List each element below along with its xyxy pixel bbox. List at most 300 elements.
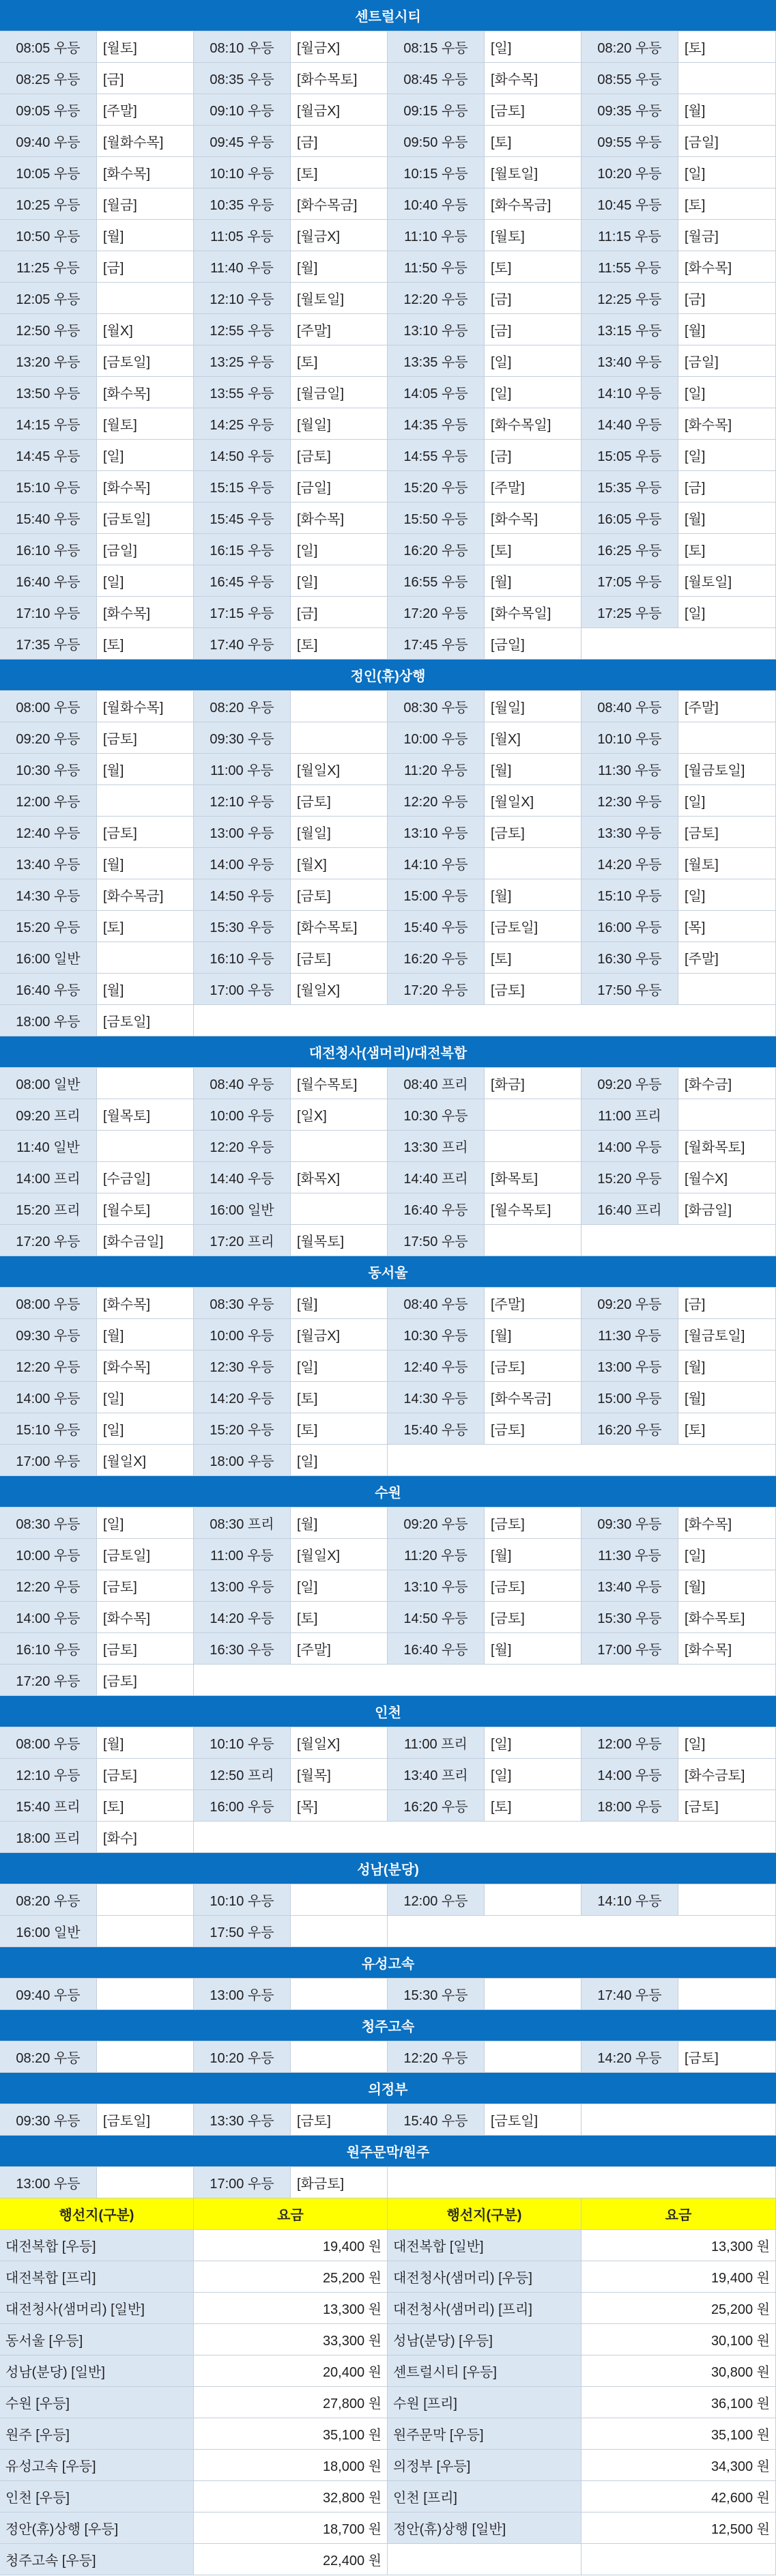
fare-row	[0, 2293, 776, 2324]
fare-amount: 13,300 원	[581, 2230, 776, 2261]
operating-days: [금토]	[291, 440, 388, 471]
schedule-row	[0, 251, 776, 283]
departure-time: 11:30 우등	[581, 1319, 678, 1350]
schedule-row	[0, 848, 776, 879]
departure-time: 10:00 우등	[0, 1539, 97, 1570]
departure-time: 13:40 프리	[388, 1759, 485, 1790]
operating-days	[485, 1131, 581, 1162]
departure-time: 13:40 우등	[0, 848, 97, 879]
fare-amount: 30,100 원	[581, 2324, 776, 2355]
operating-days: [금토]	[485, 94, 581, 126]
schedule-row	[0, 31, 776, 63]
departure-time: 12:20 우등	[0, 1350, 97, 1382]
operating-days: [주말]	[678, 691, 776, 722]
departure-time: 17:20 프리	[194, 1225, 291, 1256]
operating-days: [화수목]	[97, 1602, 194, 1633]
departure-time: 17:15 우등	[194, 597, 291, 628]
operating-days: [주말]	[485, 1288, 581, 1319]
operating-days: [월토일]	[678, 565, 776, 597]
fare-amount: 32,800 원	[194, 2481, 388, 2513]
departure-time: 08:15 우등	[388, 31, 485, 63]
operating-days: [월토]	[97, 408, 194, 440]
departure-time: 16:40 우등	[388, 1193, 485, 1225]
departure-time: 12:10 우등	[194, 785, 291, 817]
departure-time: 14:00 우등	[0, 1382, 97, 1413]
operating-days: [월]	[485, 879, 581, 911]
destination-column-header: 행선지(구분)	[0, 2198, 194, 2230]
operating-days	[678, 1979, 776, 2010]
destination-label: 정안(휴)상행 [일반]	[388, 2513, 581, 2544]
fare-amount: 19,400 원	[194, 2230, 388, 2261]
schedule-row	[0, 817, 776, 848]
operating-days: [월금]	[678, 220, 776, 251]
operating-days: [월수목토]	[485, 1193, 581, 1225]
departure-time: 15:35 우등	[581, 471, 678, 503]
schedule-row	[0, 1602, 776, 1633]
departure-time: 14:15 우등	[0, 408, 97, 440]
destination-column-header: 행선지(구분)	[388, 2198, 581, 2230]
destination-label: 수원 [우등]	[0, 2387, 194, 2418]
destination-label: 원주 [우등]	[0, 2418, 194, 2450]
departure-time: 16:00 우등	[581, 911, 678, 942]
operating-days: [월화목토]	[678, 1131, 776, 1162]
operating-days: [화수목]	[97, 1350, 194, 1382]
schedule-row	[0, 283, 776, 314]
operating-days: [월일X]	[97, 1445, 194, 1476]
schedule-row	[0, 1979, 776, 2010]
departure-time: 09:05 우등	[0, 94, 97, 126]
departure-time: 11:20 우등	[388, 1539, 485, 1570]
departure-time: 14:10 우등	[388, 848, 485, 879]
departure-time: 10:10 우등	[194, 157, 291, 188]
operating-days: [금토]	[291, 879, 388, 911]
departure-time: 16:40 우등	[388, 1633, 485, 1665]
operating-days: [금토]	[485, 1350, 581, 1382]
departure-time: 14:30 우등	[388, 1382, 485, 1413]
schedule-row	[0, 1822, 776, 1853]
departure-time: 14:10 우등	[581, 1884, 678, 1916]
departure-time: 10:40 우등	[388, 188, 485, 220]
departure-time: 14:10 우등	[581, 377, 678, 408]
section-header: 수원	[0, 1476, 776, 1508]
operating-days	[678, 1099, 776, 1131]
departure-time: 13:10 우등	[388, 314, 485, 345]
operating-days: [월X]	[291, 848, 388, 879]
operating-days: [월X]	[485, 722, 581, 754]
departure-time: 08:30 우등	[388, 691, 485, 722]
departure-time: 08:05 우등	[0, 31, 97, 63]
schedule-row	[0, 942, 776, 974]
departure-time: 09:55 우등	[581, 126, 678, 157]
operating-days: [금토]	[291, 2104, 388, 2136]
fare-amount: 33,300 원	[194, 2324, 388, 2355]
section-header: 동서울	[0, 1256, 776, 1288]
operating-days: [금토]	[485, 1413, 581, 1445]
departure-time: 08:00 일반	[0, 1068, 97, 1099]
operating-days: [월수X]	[678, 1162, 776, 1193]
operating-days: [토]	[291, 1602, 388, 1633]
departure-time: 08:20 우등	[194, 691, 291, 722]
departure-time: 16:55 우등	[388, 565, 485, 597]
operating-days: [일]	[97, 1508, 194, 1539]
operating-days: [화목토]	[485, 1162, 581, 1193]
departure-time: 10:15 우등	[388, 157, 485, 188]
departure-time: 16:20 우등	[388, 942, 485, 974]
fare-column-header: 요금	[194, 2198, 388, 2230]
departure-time: 11:05 우등	[194, 220, 291, 251]
operating-days: [일]	[291, 1570, 388, 1602]
departure-time: 09:30 우등	[0, 2104, 97, 2136]
operating-days: [금]	[485, 440, 581, 471]
fare-amount: 20,400 원	[194, 2355, 388, 2387]
operating-days: [금일]	[485, 628, 581, 660]
operating-days: [금토일]	[485, 2104, 581, 2136]
schedule-row	[0, 1759, 776, 1790]
departure-time: 11:40 일반	[0, 1131, 97, 1162]
operating-days: [월]	[97, 1319, 194, 1350]
operating-days	[678, 722, 776, 754]
fare-amount: 27,800 원	[194, 2387, 388, 2418]
operating-days: [금토]	[291, 942, 388, 974]
departure-time: 15:10 우등	[0, 1413, 97, 1445]
operating-days: [금]	[97, 63, 194, 94]
operating-days: [화수목금]	[485, 188, 581, 220]
schedule-row	[0, 220, 776, 251]
empty-cell	[194, 1822, 776, 1853]
departure-time: 12:30 우등	[194, 1350, 291, 1382]
departure-time: 11:50 우등	[388, 251, 485, 283]
operating-days: [일]	[678, 597, 776, 628]
operating-days: [월]	[97, 754, 194, 785]
schedule-row	[0, 1319, 776, 1350]
operating-days: [월]	[678, 1350, 776, 1382]
departure-time: 10:25 우등	[0, 188, 97, 220]
departure-time: 18:00 프리	[0, 1822, 97, 1853]
destination-label: 성남(분당) [우등]	[388, 2324, 581, 2355]
section-header: 원주문막/원주	[0, 2136, 776, 2167]
operating-days: [화금일]	[678, 1193, 776, 1225]
departure-time: 17:50 우등	[581, 974, 678, 1005]
departure-time: 13:10 우등	[388, 817, 485, 848]
departure-time: 16:10 우등	[0, 534, 97, 565]
fare-amount	[581, 2544, 776, 2575]
departure-time: 08:40 우등	[581, 691, 678, 722]
departure-time: 15:30 우등	[194, 911, 291, 942]
operating-days: [토]	[97, 628, 194, 660]
empty-cell	[388, 1916, 776, 1947]
departure-time: 15:20 우등	[388, 471, 485, 503]
fare-amount: 35,100 원	[581, 2418, 776, 2450]
schedule-row	[0, 1162, 776, 1193]
departure-time: 16:40 우등	[0, 974, 97, 1005]
section-header: 대전청사(샘머리)/대전복합	[0, 1036, 776, 1068]
departure-time: 12:20 우등	[388, 283, 485, 314]
departure-time: 11:30 우등	[581, 1539, 678, 1570]
operating-days	[97, 1884, 194, 1916]
operating-days: [일]	[97, 440, 194, 471]
operating-days: [일]	[291, 1445, 388, 1476]
operating-days: [금]	[678, 283, 776, 314]
operating-days: [금]	[97, 251, 194, 283]
operating-days: [화수목토]	[291, 911, 388, 942]
operating-days: [금토일]	[97, 1005, 194, 1036]
operating-days: [월토일]	[485, 157, 581, 188]
operating-days: [화수목금]	[97, 879, 194, 911]
departure-time: 16:45 우등	[194, 565, 291, 597]
destination-label	[388, 2544, 581, 2575]
section-header: 센트럴시티	[0, 0, 776, 31]
operating-days: [월]	[291, 1288, 388, 1319]
fare-amount: 18,700 원	[194, 2513, 388, 2544]
departure-time: 12:25 우등	[581, 283, 678, 314]
operating-days: [화수목]	[678, 408, 776, 440]
departure-time: 12:50 우등	[0, 314, 97, 345]
operating-days: [화수목]	[485, 503, 581, 534]
departure-time: 13:50 우등	[0, 377, 97, 408]
operating-days: [월일]	[485, 691, 581, 722]
departure-time: 09:40 우등	[0, 126, 97, 157]
departure-time: 11:00 프리	[388, 1727, 485, 1759]
departure-time: 16:20 우등	[388, 534, 485, 565]
operating-days: [토]	[485, 1790, 581, 1822]
departure-time: 14:45 우등	[0, 440, 97, 471]
operating-days: [토]	[678, 534, 776, 565]
operating-days: [금일]	[291, 471, 388, 503]
operating-days: [월금X]	[291, 220, 388, 251]
departure-time: 11:30 우등	[581, 754, 678, 785]
departure-time: 09:15 우등	[388, 94, 485, 126]
departure-time: 14:20 우등	[581, 2041, 678, 2073]
departure-time: 11:40 우등	[194, 251, 291, 283]
operating-days: [월토]	[97, 31, 194, 63]
operating-days: [금토]	[678, 817, 776, 848]
schedule-row	[0, 1225, 776, 1256]
fare-row	[0, 2544, 776, 2575]
operating-days: [일]	[678, 879, 776, 911]
operating-days: [월목토]	[291, 1225, 388, 1256]
departure-time: 10:20 우등	[194, 2041, 291, 2073]
empty-cell	[388, 1445, 776, 1476]
fare-amount: 35,100 원	[194, 2418, 388, 2450]
operating-days	[291, 1916, 388, 1947]
departure-time: 11:55 우등	[581, 251, 678, 283]
operating-days: [금토]	[485, 1602, 581, 1633]
departure-time: 17:00 우등	[194, 2167, 291, 2198]
operating-days: [주말]	[291, 314, 388, 345]
schedule-row	[0, 345, 776, 377]
operating-days	[97, 2041, 194, 2073]
departure-time: 08:10 우등	[194, 31, 291, 63]
departure-time: 14:30 우등	[0, 879, 97, 911]
operating-days: [금토]	[485, 1570, 581, 1602]
operating-days: [토]	[485, 251, 581, 283]
departure-time: 08:30 우등	[0, 1508, 97, 1539]
departure-time: 17:00 우등	[194, 974, 291, 1005]
schedule-row	[0, 1005, 776, 1036]
operating-days: [일]	[485, 1727, 581, 1759]
operating-days: [토]	[291, 345, 388, 377]
departure-time: 10:10 우등	[194, 1727, 291, 1759]
operating-days: [화수금]	[678, 1068, 776, 1099]
departure-time: 17:40 우등	[581, 1979, 678, 2010]
departure-time: 12:20 우등	[194, 1131, 291, 1162]
operating-days: [일]	[485, 377, 581, 408]
operating-days	[97, 1131, 194, 1162]
schedule-row	[0, 2167, 776, 2198]
departure-time: 12:00 우등	[388, 1884, 485, 1916]
operating-days: [화수목토]	[678, 1602, 776, 1633]
operating-days: [화수목]	[97, 1288, 194, 1319]
schedule-row	[0, 188, 776, 220]
destination-label: 청주고속 [우등]	[0, 2544, 194, 2575]
departure-time: 08:55 우등	[581, 63, 678, 94]
section-header: 성남(분당)	[0, 1853, 776, 1884]
operating-days: [월일X]	[291, 1727, 388, 1759]
operating-days: [화수목]	[97, 377, 194, 408]
fare-row	[0, 2450, 776, 2481]
operating-days: [월]	[485, 1539, 581, 1570]
schedule-row	[0, 1099, 776, 1131]
departure-time: 10:50 우등	[0, 220, 97, 251]
departure-time: 08:30 프리	[194, 1508, 291, 1539]
operating-days: [금토]	[485, 1508, 581, 1539]
departure-time: 15:40 우등	[388, 1413, 485, 1445]
operating-days: [일]	[485, 1759, 581, 1790]
operating-days: [월]	[485, 1633, 581, 1665]
operating-days: [일]	[97, 1413, 194, 1445]
schedule-row	[0, 471, 776, 503]
operating-days: [월수목토]	[291, 1068, 388, 1099]
empty-cell	[194, 1005, 776, 1036]
operating-days: [일]	[678, 1727, 776, 1759]
operating-days: [토]	[291, 1382, 388, 1413]
departure-time: 10:35 우등	[194, 188, 291, 220]
operating-days: [월금토일]	[678, 1319, 776, 1350]
section-header: 인천	[0, 1696, 776, 1727]
operating-days: [금일]	[97, 534, 194, 565]
operating-days: [금토일]	[485, 911, 581, 942]
operating-days: [금]	[291, 126, 388, 157]
departure-time: 13:30 우등	[581, 817, 678, 848]
operating-days: [일]	[485, 31, 581, 63]
fare-row	[0, 2418, 776, 2450]
fare-row	[0, 2387, 776, 2418]
departure-time: 14:00 우등	[581, 1759, 678, 1790]
operating-days: [화수목]	[678, 251, 776, 283]
destination-label: 동서울 [우등]	[0, 2324, 194, 2355]
operating-days: [월]	[291, 251, 388, 283]
operating-days: [화수목토]	[291, 63, 388, 94]
schedule-row	[0, 785, 776, 817]
empty-cell	[581, 2104, 776, 2136]
operating-days: [월토]	[678, 848, 776, 879]
operating-days	[291, 691, 388, 722]
operating-days: [월수토]	[97, 1193, 194, 1225]
departure-time: 13:00 우등	[194, 1979, 291, 2010]
departure-time: 12:10 우등	[194, 283, 291, 314]
schedule-row	[0, 1727, 776, 1759]
departure-time: 15:40 우등	[388, 911, 485, 942]
fare-amount: 18,000 원	[194, 2450, 388, 2481]
schedule-row	[0, 691, 776, 722]
section-header: 유성고속	[0, 1947, 776, 1979]
departure-time: 09:30 우등	[194, 722, 291, 754]
departure-time: 08:40 프리	[388, 1068, 485, 1099]
departure-time: 15:40 프리	[0, 1790, 97, 1822]
schedule-row	[0, 440, 776, 471]
departure-time: 09:30 우등	[581, 1508, 678, 1539]
departure-time: 10:00 우등	[194, 1319, 291, 1350]
departure-time: 08:00 우등	[0, 1727, 97, 1759]
operating-days: [월금X]	[291, 94, 388, 126]
operating-days: [금토]	[485, 817, 581, 848]
operating-days: [화수목일]	[485, 597, 581, 628]
operating-days	[97, 1068, 194, 1099]
schedule-row	[0, 1413, 776, 1445]
departure-time: 17:20 우등	[0, 1225, 97, 1256]
operating-days: [화수목금]	[291, 188, 388, 220]
departure-time: 12:20 우등	[0, 1570, 97, 1602]
departure-time: 11:00 우등	[194, 754, 291, 785]
schedule-row	[0, 534, 776, 565]
fare-column-header: 요금	[581, 2198, 776, 2230]
departure-time: 13:55 우등	[194, 377, 291, 408]
departure-time: 08:40 우등	[388, 1288, 485, 1319]
operating-days	[485, 1884, 581, 1916]
departure-time: 12:55 우등	[194, 314, 291, 345]
departure-time: 17:20 우등	[388, 597, 485, 628]
departure-time: 13:30 우등	[194, 2104, 291, 2136]
operating-days	[97, 1979, 194, 2010]
operating-days	[97, 942, 194, 974]
departure-time: 14:50 우등	[194, 879, 291, 911]
operating-days	[291, 1131, 388, 1162]
fare-row	[0, 2513, 776, 2544]
departure-time: 15:30 우등	[581, 1602, 678, 1633]
operating-days: [화금]	[485, 1068, 581, 1099]
schedule-row	[0, 1539, 776, 1570]
operating-days: [주말]	[291, 1633, 388, 1665]
departure-time: 14:50 우등	[388, 1602, 485, 1633]
destination-label: 대전청사(샘머리) [프리]	[388, 2293, 581, 2324]
operating-days	[678, 63, 776, 94]
departure-time: 09:20 우등	[581, 1288, 678, 1319]
departure-time: 09:30 우등	[0, 1319, 97, 1350]
operating-days: [금일]	[678, 345, 776, 377]
schedule-row	[0, 94, 776, 126]
operating-days: [일]	[291, 1350, 388, 1382]
section-header: 청주고속	[0, 2010, 776, 2041]
operating-days: [금토]	[291, 785, 388, 817]
departure-time: 09:20 우등	[0, 722, 97, 754]
departure-time: 13:40 우등	[581, 345, 678, 377]
fare-amount: 42,600 원	[581, 2481, 776, 2513]
operating-days: [금토]	[97, 1759, 194, 1790]
operating-days: [월]	[678, 1570, 776, 1602]
departure-time: 15:40 우등	[388, 2104, 485, 2136]
departure-time: 18:00 우등	[194, 1445, 291, 1476]
operating-days: [화수목]	[97, 157, 194, 188]
departure-time: 15:30 우등	[388, 1979, 485, 2010]
destination-label: 인천 [프리]	[388, 2481, 581, 2513]
operating-days: [토]	[485, 534, 581, 565]
operating-days: [화수목]	[97, 597, 194, 628]
departure-time: 08:40 우등	[194, 1068, 291, 1099]
departure-time: 16:00 우등	[194, 1790, 291, 1822]
operating-days: [화수목]	[678, 1633, 776, 1665]
operating-days: [일]	[485, 345, 581, 377]
schedule-row	[0, 1633, 776, 1665]
